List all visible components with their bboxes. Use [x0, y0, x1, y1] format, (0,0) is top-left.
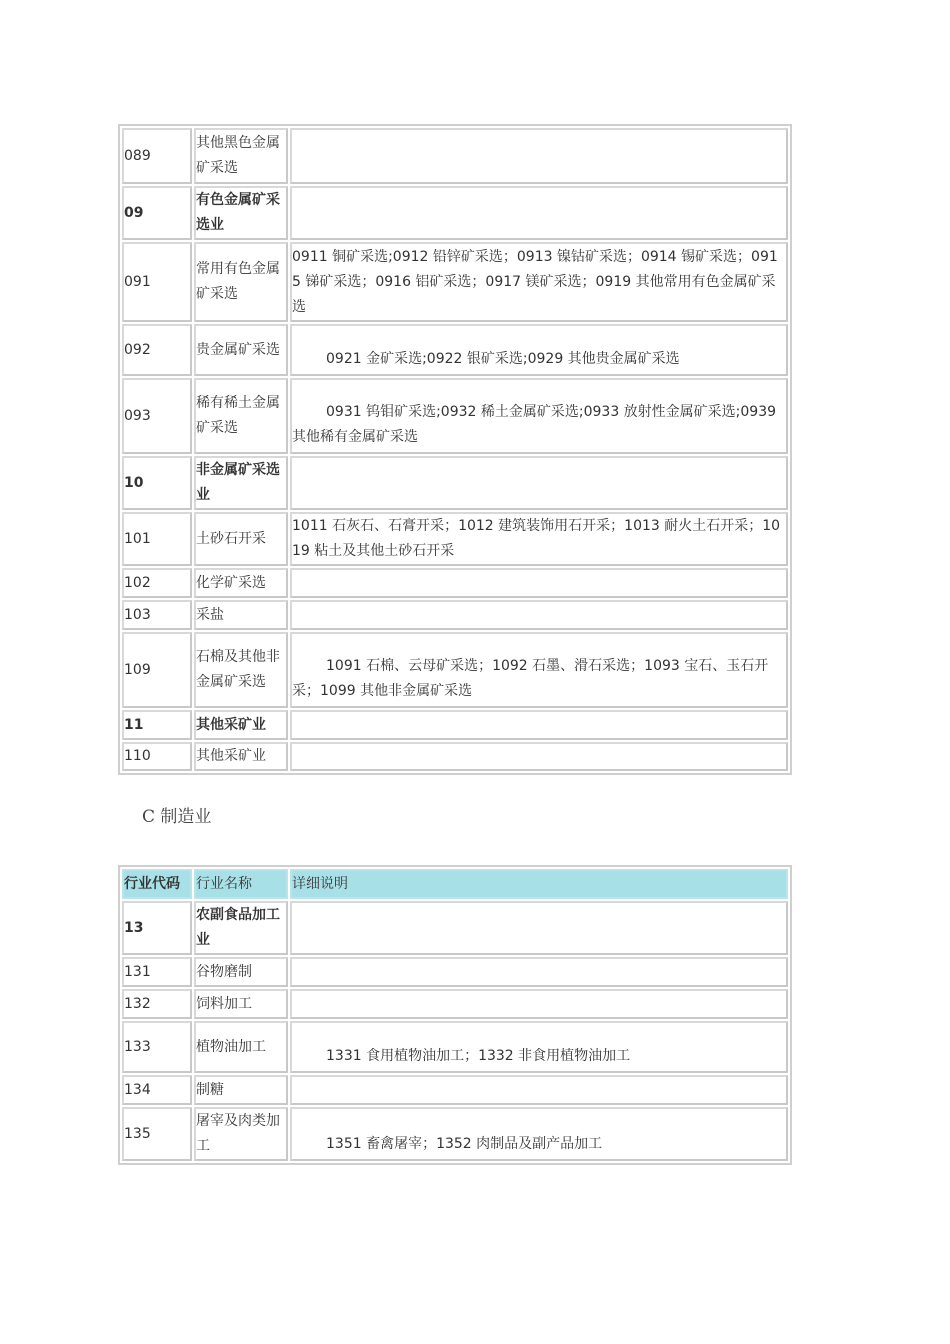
section-title-manufacturing: C 制造业 — [142, 807, 212, 827]
industry-code-cell: 102 — [122, 568, 192, 598]
detail-description-text: 1091 石棉、云母矿采选；1092 石墨、滑石采选；1093 宝石、玉石开采；1099 其他非金属矿采选 — [292, 658, 769, 699]
detail-description-cell — [290, 632, 788, 708]
detail-description-cell — [290, 568, 788, 598]
detail-description-cell — [290, 742, 788, 771]
detail-description-text: 0931 钨钼矿采选;0932 稀土金属矿采选;0933 放射性金属矿采选;0939 其他稀有金属矿采选 — [292, 404, 777, 445]
industry-name-cell: 有色金属矿采选业 — [194, 186, 288, 240]
detail-description-cell — [290, 710, 788, 740]
table-row — [122, 632, 788, 708]
table-row — [122, 186, 788, 240]
table-row — [122, 568, 788, 598]
detail-description-cell — [290, 1107, 788, 1161]
industry-name-cell: 农副食品加工业 — [194, 901, 288, 955]
industry-code-cell: 13 — [122, 901, 192, 955]
mining-industry-table-body — [122, 128, 788, 771]
detail-description-cell — [290, 242, 788, 322]
industry-code-cell: 135 — [122, 1107, 192, 1161]
table-row — [122, 456, 788, 510]
mining-industry-table-grid — [120, 126, 790, 773]
detail-description-cell — [290, 324, 788, 376]
table-row — [122, 742, 788, 771]
header-detail-description: 详细说明 — [290, 869, 788, 899]
industry-code-cell: 132 — [122, 989, 192, 1019]
table-row — [122, 600, 788, 630]
table-row — [122, 378, 788, 454]
industry-code-cell: 089 — [122, 128, 192, 184]
table-row — [122, 1107, 788, 1161]
header-industry-name: 行业名称 — [194, 869, 288, 899]
industry-name-cell: 采盐 — [194, 600, 288, 630]
mining-industry-table — [118, 124, 792, 775]
table-row — [122, 1075, 788, 1105]
industry-code-cell: 103 — [122, 600, 192, 630]
table-row — [122, 957, 788, 987]
detail-description-text: 0911 铜矿采选;0912 铅锌矿采选；0913 镍钴矿采选；0914 锡矿采选；0915 锑矿采选；0916 铝矿采选；0917 镁矿采选；0919 其他常用有色金属矿采选 — [292, 248, 778, 315]
header-industry-code: 行业代码 — [122, 869, 192, 899]
industry-code-cell: 092 — [122, 324, 192, 376]
detail-description-cell — [290, 128, 788, 184]
industry-name-cell: 制糖 — [194, 1075, 288, 1105]
industry-code-cell: 093 — [122, 378, 192, 454]
industry-name-cell: 其他黑色金属矿采选 — [194, 128, 288, 184]
table-row — [122, 710, 788, 740]
detail-description-cell — [290, 901, 788, 955]
industry-name-cell: 石棉及其他非金属矿采选 — [194, 632, 288, 708]
table-row — [122, 242, 788, 322]
table-row — [122, 1021, 788, 1073]
industry-name-cell: 谷物磨制 — [194, 957, 288, 987]
manufacturing-industry-table-grid — [120, 867, 790, 1163]
detail-description-cell — [290, 512, 788, 566]
detail-description-cell — [290, 456, 788, 510]
industry-code-cell: 109 — [122, 632, 192, 708]
industry-name-cell: 其他采矿业 — [194, 742, 288, 771]
industry-name-cell: 常用有色金属矿采选 — [194, 242, 288, 322]
detail-description-cell — [290, 989, 788, 1019]
industry-name-cell: 屠宰及肉类加工 — [194, 1107, 288, 1161]
industry-name-cell: 土砂石开采 — [194, 512, 288, 566]
industry-name-cell: 植物油加工 — [194, 1021, 288, 1073]
manufacturing-industry-table-body — [122, 869, 788, 1161]
detail-description-cell — [290, 1075, 788, 1105]
manufacturing-industry-table — [118, 865, 792, 1165]
table-row — [122, 989, 788, 1019]
industry-name-cell: 非金属矿采选业 — [194, 456, 288, 510]
table-header-row — [122, 869, 788, 899]
table-row — [122, 901, 788, 955]
industry-code-cell: 133 — [122, 1021, 192, 1073]
industry-code-cell: 091 — [122, 242, 192, 322]
table-row — [122, 128, 788, 184]
detail-description-text: 1351 畜禽屠宰；1352 肉制品及副产品加工 — [326, 1136, 603, 1152]
industry-name-cell: 化学矿采选 — [194, 568, 288, 598]
industry-name-cell: 饲料加工 — [194, 989, 288, 1019]
industry-code-cell: 09 — [122, 186, 192, 240]
detail-description-cell — [290, 957, 788, 987]
industry-name-cell: 其他采矿业 — [194, 710, 288, 740]
detail-description-text: 0921 金矿采选;0922 银矿采选;0929 其他贵金属矿采选 — [326, 351, 680, 367]
industry-code-cell: 101 — [122, 512, 192, 566]
industry-code-cell: 134 — [122, 1075, 192, 1105]
detail-description-text: 1011 石灰石、石膏开采；1012 建筑装饰用石开采；1013 耐火土石开采；1019 粘土及其他土砂石开采 — [292, 518, 781, 559]
industry-name-cell: 贵金属矿采选 — [194, 324, 288, 376]
detail-description-cell — [290, 186, 788, 240]
industry-code-cell: 10 — [122, 456, 192, 510]
industry-code-cell: 110 — [122, 742, 192, 771]
industry-name-cell: 稀有稀土金属矿采选 — [194, 378, 288, 454]
detail-description-cell — [290, 1021, 788, 1073]
table-row — [122, 512, 788, 566]
detail-description-text: 1331 食用植物油加工；1332 非食用植物油加工 — [326, 1048, 631, 1064]
industry-code-cell: 11 — [122, 710, 192, 740]
table-row — [122, 324, 788, 376]
detail-description-cell — [290, 378, 788, 454]
detail-description-cell — [290, 600, 788, 630]
industry-code-cell: 131 — [122, 957, 192, 987]
